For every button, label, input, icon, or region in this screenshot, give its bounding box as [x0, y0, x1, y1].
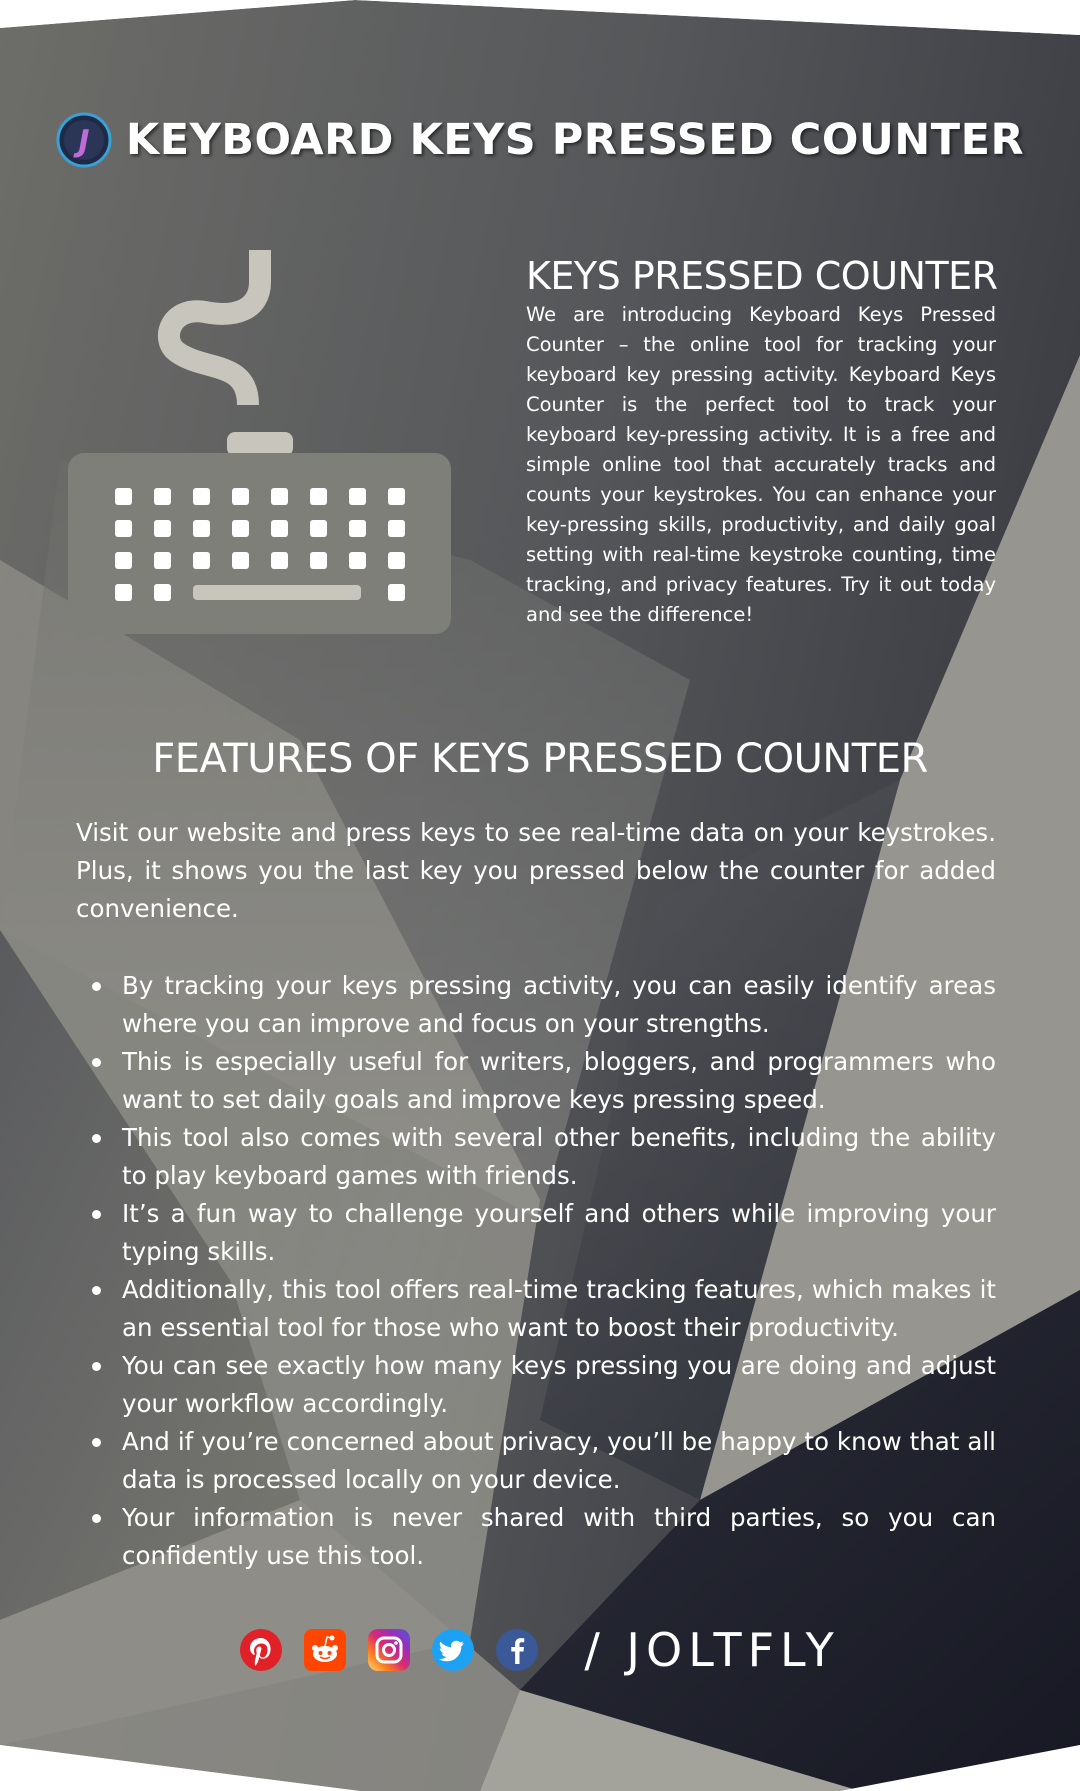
list-item: And if you’re concerned about privacy, you’ll be happy to know that all data is processed locally on your device. [76, 1423, 996, 1499]
list-item: Your information is never shared with third parties, so you can confidently use this tool. [76, 1499, 996, 1575]
features-list [76, 967, 996, 1575]
joltfly-logo [56, 112, 112, 168]
list-item: This is especially useful for writers, bloggers, and programmers who want to set daily goals and improve keys pressing speed. [76, 1043, 996, 1119]
intro-paragraph: We are introducing Keyboard Keys Pressed Counter – the online tool for tracking your keyboard key pressing activity. Keyboard Keys Counter is the perfect tool to track your keyboard key-pressing activity. It is a free and simple online tool that accurately tracks and counts your keystrokes. You can enhance your key-pressing skills, productivity, and daily goal setting with real-time keystroke counting, time tracking, and privacy features. Try it out today and see the difference! [526, 303, 996, 626]
list-item: It’s a fun way to challenge yourself and others while improving your typing skills. [76, 1195, 996, 1271]
list-item: By tracking your keys pressing activity, you can easily identify areas where you can improve and focus on your strengths. [76, 967, 996, 1043]
list-item: This tool also comes with several other benefits, including the ability to play keyboard games with friends. [76, 1119, 996, 1195]
keyboard-body [68, 453, 451, 634]
keyboard-illustration [65, 250, 465, 640]
footer [0, 1623, 1080, 1677]
list-item: Additionally, this tool offers real-time tracking features, which makes it an essential tool for those who want to boost their productivity. [76, 1271, 996, 1347]
instagram-icon[interactable] [368, 1629, 410, 1671]
header [0, 110, 1080, 170]
intro-heading: KEYS PRESSED COUNTER [526, 254, 998, 298]
page-title: KEYBOARD KEYS PRESSED COUNTER [125, 115, 1025, 165]
features-heading: FEATURES OF KEYS PRESSED COUNTER [152, 736, 928, 782]
facebook-icon[interactable] [496, 1629, 538, 1671]
list-item: You can see exactly how many keys pressing you are doing and adjust your workflow accordingly. [76, 1347, 996, 1423]
keyboard-connector [227, 432, 293, 456]
intro-section [526, 252, 996, 630]
keyboard-cable [169, 250, 260, 405]
features-intro: Visit our website and press keys to see real-time data on your keystrokes. Plus, it shows you the last key you pressed below the counter for added convenience. [76, 818, 996, 923]
twitter-icon[interactable] [432, 1629, 474, 1671]
pinterest-icon[interactable] [240, 1629, 282, 1671]
svg-text:J: J [78, 124, 90, 159]
reddit-icon[interactable] [304, 1629, 346, 1671]
brand-name: / JOLTFLY [584, 1623, 840, 1677]
